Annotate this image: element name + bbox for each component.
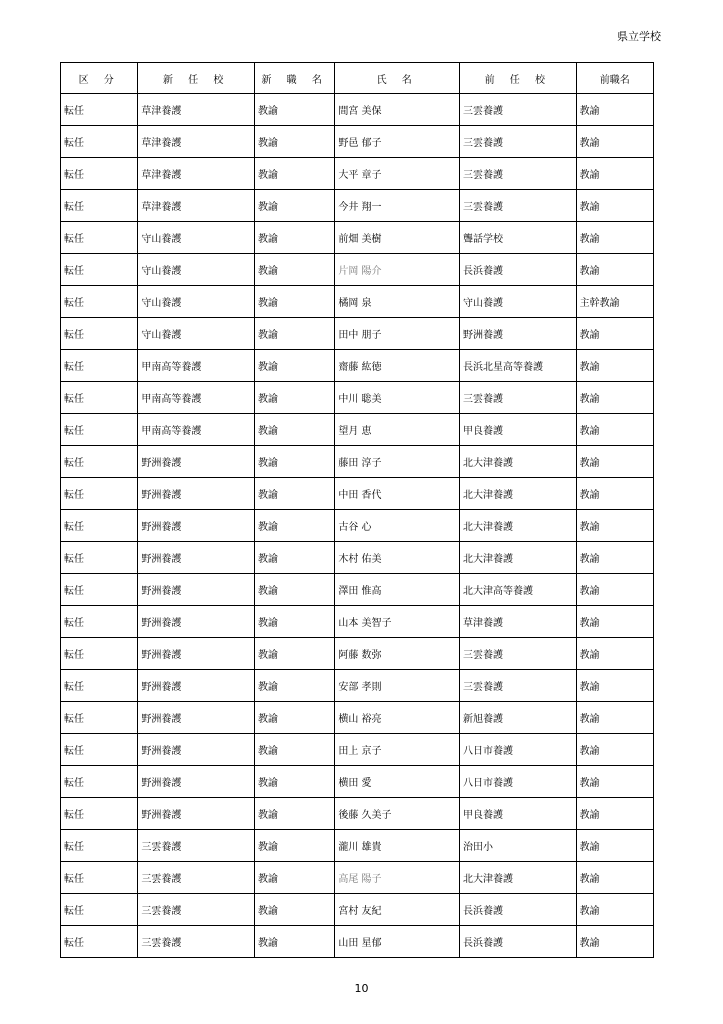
cell-new-school: 守山養護	[138, 286, 255, 318]
header-new-school: 新 任 校	[138, 63, 255, 94]
cell-previous-position: 教諭	[576, 222, 653, 254]
cell-previous-school: 長浜養護	[460, 894, 577, 926]
cell-category: 転任	[61, 926, 138, 958]
personnel-table	[60, 62, 654, 958]
cell-previous-position: 教諭	[576, 894, 653, 926]
cell-name: 宮村 友紀	[335, 894, 460, 926]
cell-new-school: 甲南高等養護	[138, 382, 255, 414]
cell-category: 転任	[61, 126, 138, 158]
table-row	[61, 318, 654, 350]
cell-previous-position: 教諭	[576, 830, 653, 862]
table-row	[61, 446, 654, 478]
cell-previous-school: 三雲養護	[460, 190, 577, 222]
cell-previous-school: 三雲養護	[460, 94, 577, 126]
cell-previous-position: 教諭	[576, 414, 653, 446]
cell-previous-school: 八日市養護	[460, 766, 577, 798]
table-row	[61, 254, 654, 286]
cell-name: 阿藤 数弥	[335, 638, 460, 670]
cell-previous-school: 長浜養護	[460, 254, 577, 286]
cell-previous-position: 教諭	[576, 574, 653, 606]
cell-name: 横山 裕亮	[335, 702, 460, 734]
cell-category: 転任	[61, 190, 138, 222]
header-row	[61, 63, 654, 94]
cell-new-school: 野洲養護	[138, 670, 255, 702]
cell-new-position: 教諭	[254, 510, 334, 542]
cell-previous-position: 教諭	[576, 510, 653, 542]
cell-name: 田中 朋子	[335, 318, 460, 350]
cell-previous-position: 教諭	[576, 766, 653, 798]
cell-new-position: 教諭	[254, 254, 334, 286]
cell-new-school: 草津養護	[138, 94, 255, 126]
table-row	[61, 830, 654, 862]
cell-previous-school: 野洲養護	[460, 318, 577, 350]
cell-previous-position: 教諭	[576, 542, 653, 574]
cell-previous-school: 北大津養護	[460, 542, 577, 574]
table-body	[61, 94, 654, 958]
cell-new-position: 教諭	[254, 446, 334, 478]
table-row	[61, 926, 654, 958]
cell-category: 転任	[61, 606, 138, 638]
cell-new-position: 教諭	[254, 894, 334, 926]
cell-new-school: 草津養護	[138, 158, 255, 190]
cell-previous-position: 教諭	[576, 190, 653, 222]
cell-previous-school: 三雲養護	[460, 638, 577, 670]
cell-category: 転任	[61, 446, 138, 478]
table-row	[61, 702, 654, 734]
corner-label: 県立学校	[617, 30, 661, 43]
cell-previous-position: 教諭	[576, 926, 653, 958]
cell-new-position: 教諭	[254, 158, 334, 190]
cell-previous-school: 北大津養護	[460, 478, 577, 510]
cell-previous-school: 三雲養護	[460, 382, 577, 414]
cell-name: 瀧川 雄貴	[335, 830, 460, 862]
table-row	[61, 542, 654, 574]
cell-category: 転任	[61, 158, 138, 190]
cell-previous-school: 守山養護	[460, 286, 577, 318]
cell-new-position: 教諭	[254, 766, 334, 798]
cell-previous-position: 教諭	[576, 478, 653, 510]
cell-new-position: 教諭	[254, 830, 334, 862]
table-row	[61, 798, 654, 830]
header-name: 氏 名	[335, 63, 460, 94]
cell-name: 中田 香代	[335, 478, 460, 510]
cell-category: 転任	[61, 766, 138, 798]
cell-previous-school: 新旭養護	[460, 702, 577, 734]
cell-new-position: 教諭	[254, 670, 334, 702]
cell-name: 安部 孝則	[335, 670, 460, 702]
cell-new-position: 教諭	[254, 286, 334, 318]
cell-name: 齋藤 紘徳	[335, 350, 460, 382]
cell-name: 山本 美智子	[335, 606, 460, 638]
cell-previous-school: 北大津高等養護	[460, 574, 577, 606]
table-row	[61, 766, 654, 798]
table-row	[61, 638, 654, 670]
cell-previous-school: 三雲養護	[460, 158, 577, 190]
cell-new-position: 教諭	[254, 126, 334, 158]
cell-previous-position: 教諭	[576, 254, 653, 286]
cell-previous-school: 甲良養護	[460, 798, 577, 830]
cell-new-school: 甲南高等養護	[138, 414, 255, 446]
table-row	[61, 670, 654, 702]
cell-name: 澤田 惟高	[335, 574, 460, 606]
cell-category: 転任	[61, 670, 138, 702]
table-row	[61, 510, 654, 542]
cell-name: 間宮 美保	[335, 94, 460, 126]
cell-previous-position: 教諭	[576, 702, 653, 734]
cell-previous-position: 教諭	[576, 126, 653, 158]
cell-new-position: 教諭	[254, 414, 334, 446]
cell-name: 古谷 心	[335, 510, 460, 542]
cell-previous-position: 教諭	[576, 734, 653, 766]
cell-previous-school: 治田小	[460, 830, 577, 862]
cell-category: 転任	[61, 862, 138, 894]
cell-new-school: 野洲養護	[138, 574, 255, 606]
table-row	[61, 94, 654, 126]
table-row	[61, 222, 654, 254]
cell-category: 転任	[61, 254, 138, 286]
cell-previous-position: 主幹教諭	[576, 286, 653, 318]
cell-new-school: 野洲養護	[138, 606, 255, 638]
table-row	[61, 734, 654, 766]
cell-previous-school: 北大津養護	[460, 862, 577, 894]
cell-new-school: 野洲養護	[138, 446, 255, 478]
cell-name: 木村 佑美	[335, 542, 460, 574]
cell-previous-position: 教諭	[576, 446, 653, 478]
header-previous-school: 前 任 校	[460, 63, 577, 94]
cell-category: 転任	[61, 286, 138, 318]
cell-category: 転任	[61, 734, 138, 766]
cell-previous-school: 甲良養護	[460, 414, 577, 446]
table-row	[61, 126, 654, 158]
table-row	[61, 574, 654, 606]
cell-previous-position: 教諭	[576, 638, 653, 670]
header-previous-position: 前職名	[576, 63, 653, 94]
cell-previous-school: 八日市養護	[460, 734, 577, 766]
cell-previous-school: 北大津養護	[460, 510, 577, 542]
cell-category: 転任	[61, 382, 138, 414]
cell-new-position: 教諭	[254, 318, 334, 350]
header-new-position: 新 職 名	[254, 63, 334, 94]
cell-new-school: 野洲養護	[138, 798, 255, 830]
cell-previous-position: 教諭	[576, 158, 653, 190]
cell-new-position: 教諭	[254, 606, 334, 638]
cell-new-position: 教諭	[254, 638, 334, 670]
cell-name: 片岡 陽介	[335, 254, 460, 286]
cell-new-school: 草津養護	[138, 126, 255, 158]
cell-previous-school: 三雲養護	[460, 126, 577, 158]
cell-previous-position: 教諭	[576, 318, 653, 350]
table-row	[61, 382, 654, 414]
cell-category: 転任	[61, 702, 138, 734]
cell-category: 転任	[61, 222, 138, 254]
cell-new-position: 教諭	[254, 222, 334, 254]
cell-new-school: 野洲養護	[138, 702, 255, 734]
cell-category: 転任	[61, 830, 138, 862]
cell-previous-position: 教諭	[576, 94, 653, 126]
cell-new-school: 野洲養護	[138, 510, 255, 542]
cell-previous-position: 教諭	[576, 350, 653, 382]
cell-previous-position: 教諭	[576, 382, 653, 414]
cell-name: 田上 京子	[335, 734, 460, 766]
cell-category: 転任	[61, 350, 138, 382]
cell-new-school: 三雲養護	[138, 862, 255, 894]
cell-new-school: 三雲養護	[138, 830, 255, 862]
cell-new-position: 教諭	[254, 702, 334, 734]
table-row	[61, 190, 654, 222]
cell-category: 転任	[61, 414, 138, 446]
cell-name: 高尾 陽子	[335, 862, 460, 894]
cell-category: 転任	[61, 798, 138, 830]
cell-new-school: 三雲養護	[138, 894, 255, 926]
cell-new-school: 甲南高等養護	[138, 350, 255, 382]
cell-category: 転任	[61, 894, 138, 926]
cell-name: 橘岡 泉	[335, 286, 460, 318]
cell-name: 望月 恵	[335, 414, 460, 446]
cell-category: 転任	[61, 574, 138, 606]
cell-new-position: 教諭	[254, 382, 334, 414]
header-category: 区 分	[61, 63, 138, 94]
cell-name: 前畑 美樹	[335, 222, 460, 254]
cell-previous-school: 長浜北星高等養護	[460, 350, 577, 382]
cell-new-school: 草津養護	[138, 190, 255, 222]
cell-new-school: 野洲養護	[138, 478, 255, 510]
cell-previous-school: 草津養護	[460, 606, 577, 638]
cell-category: 転任	[61, 478, 138, 510]
cell-new-school: 三雲養護	[138, 926, 255, 958]
cell-new-position: 教諭	[254, 798, 334, 830]
table-row	[61, 414, 654, 446]
cell-new-school: 野洲養護	[138, 734, 255, 766]
cell-name: 今井 翔一	[335, 190, 460, 222]
cell-new-school: 守山養護	[138, 318, 255, 350]
cell-new-position: 教諭	[254, 542, 334, 574]
cell-new-school: 野洲養護	[138, 542, 255, 574]
table-row	[61, 862, 654, 894]
page-number: 10	[354, 982, 369, 995]
cell-name: 中川 聡美	[335, 382, 460, 414]
cell-previous-school: 聾話学校	[460, 222, 577, 254]
cell-category: 転任	[61, 510, 138, 542]
table-row	[61, 286, 654, 318]
cell-name: 大平 章子	[335, 158, 460, 190]
cell-new-position: 教諭	[254, 190, 334, 222]
table-row	[61, 606, 654, 638]
table-row	[61, 158, 654, 190]
cell-new-position: 教諭	[254, 734, 334, 766]
cell-new-position: 教諭	[254, 350, 334, 382]
cell-previous-position: 教諭	[576, 606, 653, 638]
cell-name: 野邑 郁子	[335, 126, 460, 158]
cell-previous-school: 三雲養護	[460, 670, 577, 702]
table-row	[61, 478, 654, 510]
cell-new-position: 教諭	[254, 862, 334, 894]
cell-new-school: 守山養護	[138, 254, 255, 286]
cell-name: 後藤 久美子	[335, 798, 460, 830]
cell-name: 山田 星郁	[335, 926, 460, 958]
cell-name: 藤田 淳子	[335, 446, 460, 478]
cell-new-school: 守山養護	[138, 222, 255, 254]
cell-category: 転任	[61, 542, 138, 574]
cell-previous-position: 教諭	[576, 862, 653, 894]
table-row	[61, 350, 654, 382]
cell-new-school: 野洲養護	[138, 638, 255, 670]
cell-new-school: 野洲養護	[138, 766, 255, 798]
cell-new-position: 教諭	[254, 94, 334, 126]
cell-category: 転任	[61, 94, 138, 126]
table-row	[61, 894, 654, 926]
cell-name: 横田 愛	[335, 766, 460, 798]
cell-previous-position: 教諭	[576, 670, 653, 702]
cell-previous-school: 長浜養護	[460, 926, 577, 958]
cell-new-position: 教諭	[254, 926, 334, 958]
cell-category: 転任	[61, 318, 138, 350]
cell-category: 転任	[61, 638, 138, 670]
cell-new-position: 教諭	[254, 574, 334, 606]
cell-previous-position: 教諭	[576, 798, 653, 830]
cell-new-position: 教諭	[254, 478, 334, 510]
cell-previous-school: 北大津養護	[460, 446, 577, 478]
